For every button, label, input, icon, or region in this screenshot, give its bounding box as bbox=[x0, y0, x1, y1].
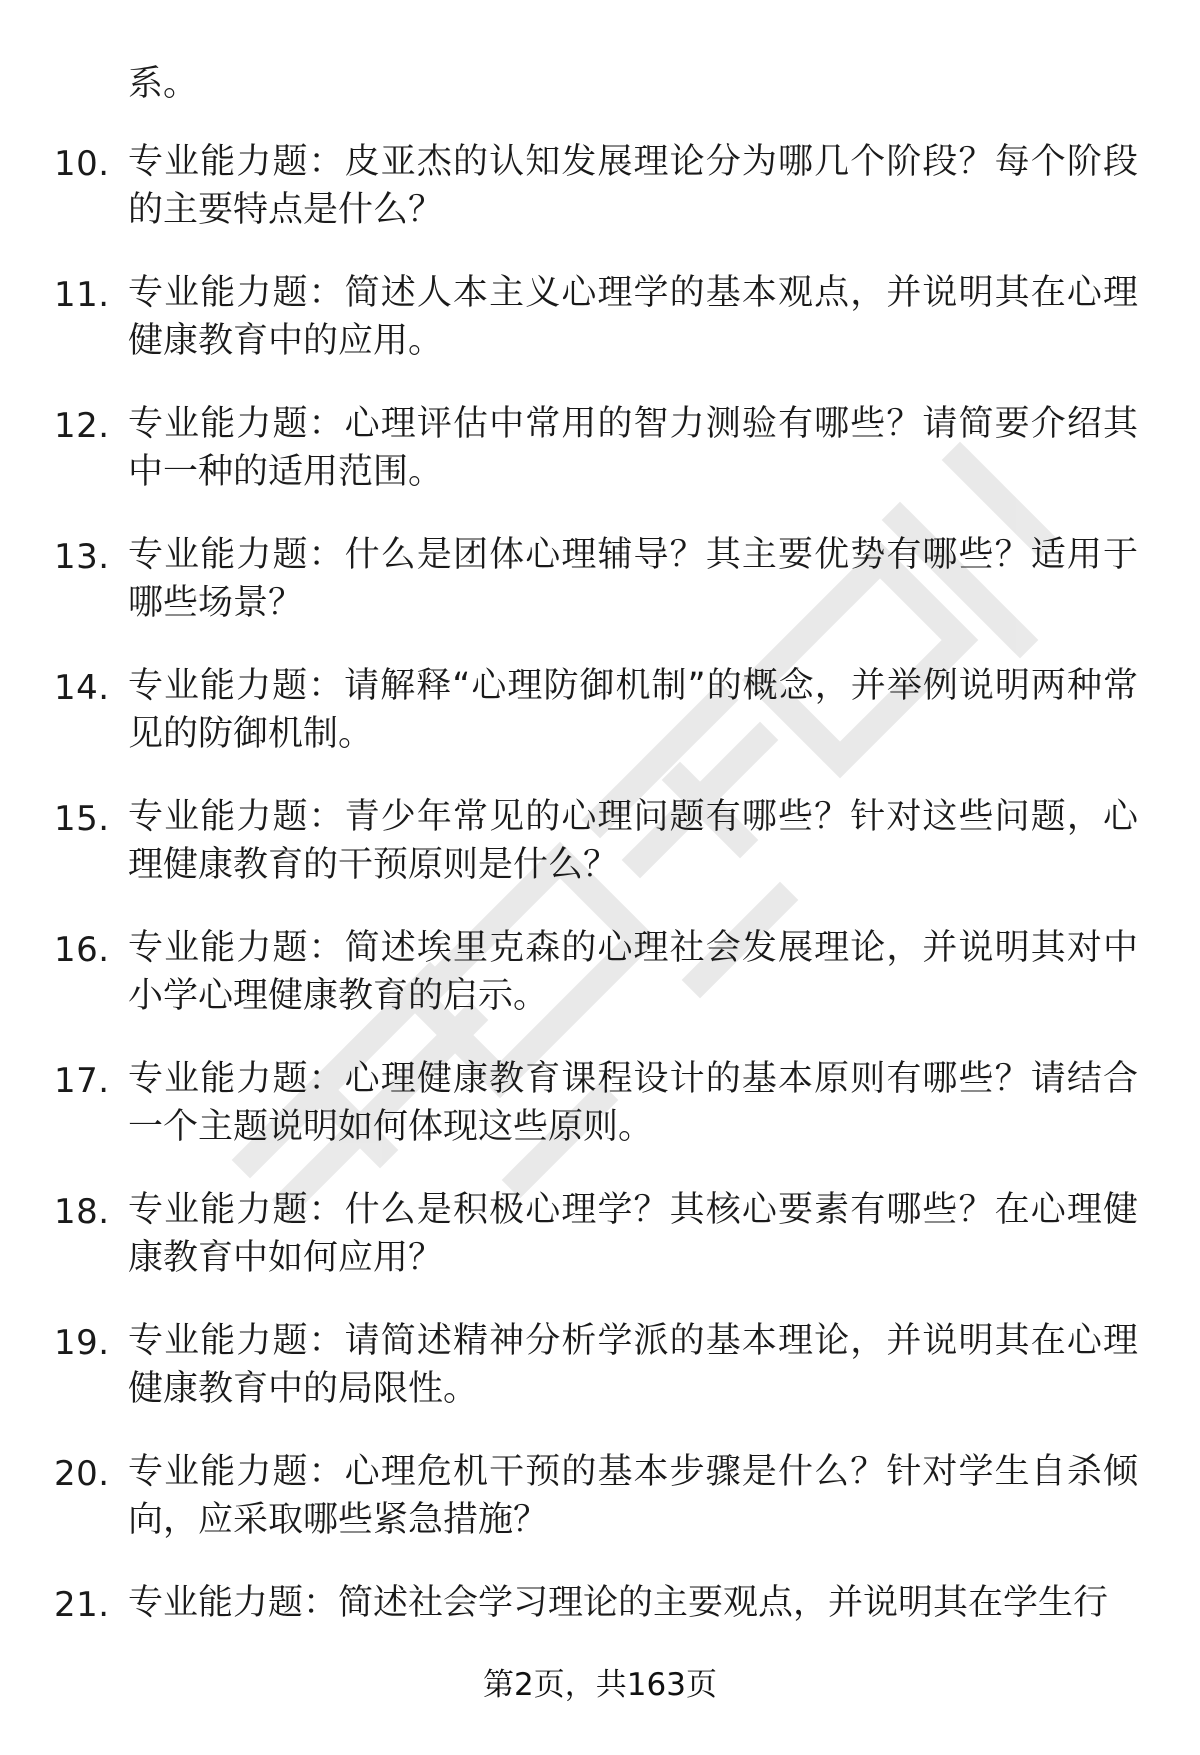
question-item bbox=[0, 269, 1200, 400]
question-number: 19. bbox=[54, 1323, 110, 1363]
question-number: 16. bbox=[54, 930, 110, 970]
question-item bbox=[0, 662, 1200, 793]
question-text: 专业能力题：皮亚杰的认知发展理论分为哪几个阶段？每个阶段的主要特点是什么？ bbox=[128, 142, 1138, 230]
question-item bbox=[0, 924, 1200, 1055]
question-number: 17. bbox=[54, 1061, 110, 1101]
question-number: 20. bbox=[54, 1454, 110, 1494]
question-item bbox=[0, 1448, 1200, 1579]
question-text: 专业能力题：什么是积极心理学？其核心要素有哪些？在心理健康教育中如何应用？ bbox=[128, 1190, 1138, 1278]
question-number: 11. bbox=[54, 275, 110, 315]
question-number: 12. bbox=[54, 406, 110, 446]
question-item bbox=[0, 138, 1200, 269]
question-list bbox=[0, 138, 1200, 1710]
question-text: 专业能力题：请简述精神分析学派的基本理论，并说明其在心理健康教育中的局限性。 bbox=[128, 1321, 1138, 1409]
page-number-footer: 第2页，共163页 bbox=[483, 1667, 717, 1703]
question-text: 专业能力题：什么是团体心理辅导？其主要优势有哪些？适用于哪些场景？ bbox=[128, 535, 1138, 623]
question-text: 专业能力题：简述埃里克森的心理社会发展理论，并说明其对中小学心理健康教育的启示。 bbox=[128, 928, 1138, 1016]
question-number: 14. bbox=[54, 668, 110, 708]
question-item bbox=[0, 1317, 1200, 1448]
question-item bbox=[0, 793, 1200, 924]
question-text: 专业能力题：心理危机干预的基本步骤是什么？针对学生自杀倾向，应采取哪些紧急措施？ bbox=[128, 1452, 1138, 1540]
question-item bbox=[0, 1186, 1200, 1317]
question-item bbox=[0, 400, 1200, 531]
question-text: 专业能力题：简述社会学习理论的主要观点，并说明其在学生行 bbox=[128, 1583, 1109, 1623]
question-number: 13. bbox=[54, 537, 110, 577]
question-text: 专业能力题：青少年常见的心理问题有哪些？针对这些问题，心理健康教育的干预原则是什么？ bbox=[128, 797, 1138, 885]
question-text: 专业能力题：心理评估中常用的智力测验有哪些？请简要介绍其中一种的适用范围。 bbox=[128, 404, 1138, 492]
question-item bbox=[0, 531, 1200, 662]
question-number: 15. bbox=[54, 799, 110, 839]
question-number: 18. bbox=[54, 1192, 110, 1232]
continued-text: 系。 bbox=[128, 64, 199, 104]
question-item bbox=[0, 1055, 1200, 1186]
question-text: 专业能力题：心理健康教育课程设计的基本原则有哪些？请结合一个主题说明如何体现这些原则。 bbox=[128, 1059, 1138, 1147]
question-number: 10. bbox=[54, 144, 110, 184]
question-number: 21. bbox=[54, 1585, 110, 1625]
question-text: 专业能力题：简述人本主义心理学的基本观点，并说明其在心理健康教育中的应用。 bbox=[128, 273, 1138, 361]
question-text: 专业能力题：请解释“心理防御机制”的概念，并举例说明两种常见的防御机制。 bbox=[128, 666, 1138, 754]
